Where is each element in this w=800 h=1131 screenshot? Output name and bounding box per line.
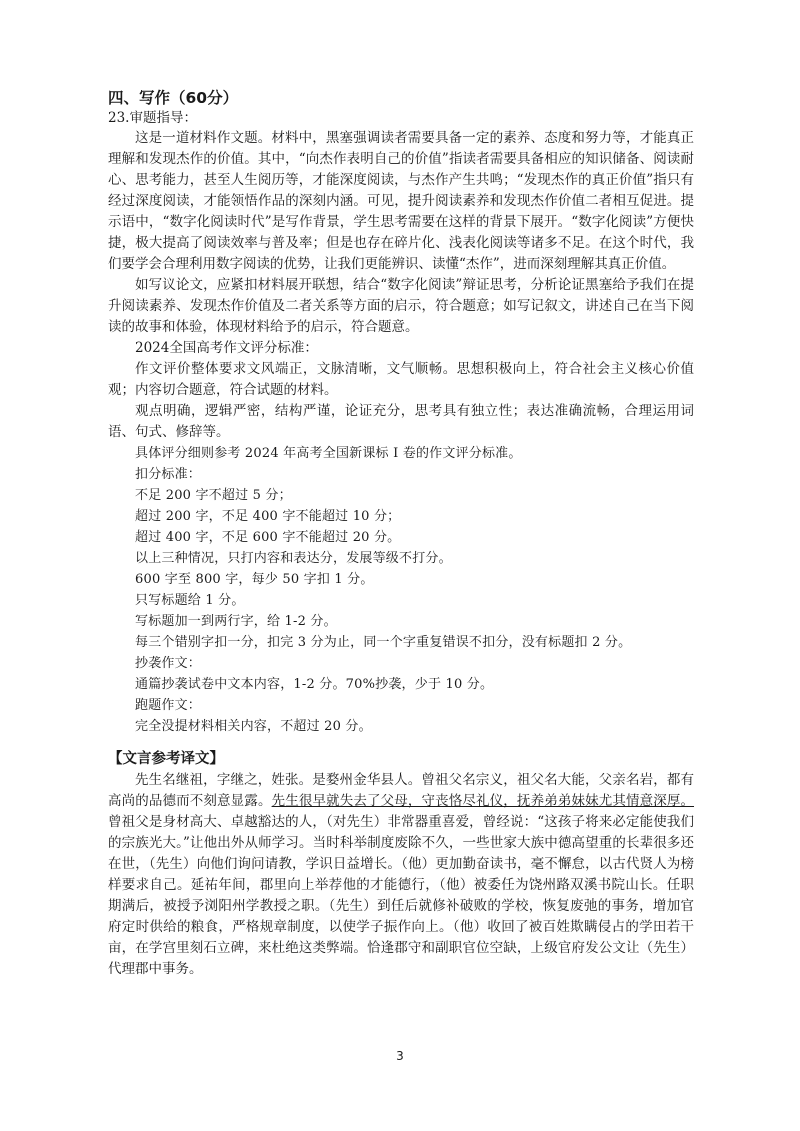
translation-text-part-3: 曾祖父是身材高大、卓越豁达的人，（对先生）非常器重喜爱，曾经说：“这孩子将来必定能使我们的宗族光大。”让他出外从师学习。当时科举制度废除不久，一些世家大族中德高望重的长辈很多还在世，（先生）向他们询问请教，学识日益增长。（他）更加勤奋读书，毫不懈怠，以古代贤人为榜样要求自己。延祐年间，郡里向上举荐他的才能德行，（他）被委任为饶州路双溪书院山长。任职期满后，被授予浏阳州学教授之职。（先生）到任后就修补破败的学校，恢复废弛的事务，增加官府定时供给的粮食，严格规章制度，以使学子振作向上。（他）收回了被百姓欺瞒侵占的学田若干亩，在学宫里刻石立碑，来杜绝这类弊端。恰逢郡守和副职官位空缺，上级官府发公文让（先生）代理郡中事务。: [108, 814, 694, 977]
scoring-rule: 超过 400 字，不足 600 字不能超过 20 分。: [135, 530, 401, 545]
scoring-rule: 完全没提材料相关内容，不超过 20 分。: [135, 719, 372, 734]
scoring-rule: 扣分标准：: [135, 467, 202, 482]
scoring-rule: 写标题加一到两行字，给 1-2 分。: [135, 614, 337, 629]
scoring-rules-list: [108, 443, 694, 737]
translation-text-part-1: 先生名继祖，字继之，姓张。是婺州金华县人。曾祖父名宗义，祖父名大能，父亲名岩，都有高尚的品德而不刻意显露。: [108, 772, 694, 809]
scoring-rule: 通篇抄袭试卷中文本内容，1-2 分。70%抄袭，少于 10 分。: [135, 677, 494, 692]
scoring-rule: 具体评分细则参考 2024 年高考全国新课标 Ⅰ 卷的作文评分标准。: [135, 446, 522, 461]
scoring-rule: 只写标题给 1 分。: [135, 593, 245, 608]
scoring-rule: 每三个错别字扣一分，扣完 3 分为止，同一个字重复错误不扣分，没有标题扣 2 分。: [135, 635, 632, 650]
standard-paragraph-1: 作文评价整体要求文风端正，文脉清晰，文气顺畅。思想积极向上，符合社会主义核心价值观；内容切合题意，符合试题的材料。: [108, 361, 694, 398]
scoring-rule: 超过 200 字，不足 400 字不能超过 10 分；: [135, 509, 401, 524]
standard-title: 2024全国高考作文评分标准：: [135, 340, 318, 356]
standard-paragraph-2: 观点明确，逻辑严密，结构严谨，论证充分，思考具有独立性；表达准确流畅，合理运用词语、句式、修辞等。: [108, 403, 694, 440]
scoring-rule: 不足 200 字不超过 5 分；: [135, 488, 292, 503]
scoring-rule: 以上三种情况，只打内容和表达分，发展等级不打分。: [135, 551, 452, 566]
document-page: [108, 88, 694, 980]
guidance-paragraph-1: 这是一道材料作文题。材料中，黑塞强调读者需要具备一定的素养、态度和努力等，才能真正理解和发现杰作的价值。其中，“向杰作表明自己的价值”指读者需要具备相应的知识储备、阅读耐心、思考能力，甚至人生阅历等，才能深度阅读，与杰作产生共鸣；“发现杰作的真正价值”指只有经过深度阅读，才能领悟作品的深刻内涵。可见，提升阅读素养和发现杰作价值二者相互促进。提示语中，“数字化阅读时代”是写作背景，学生思考需要在这样的背景下展开。“数字化阅读”方便快捷，极大提高了阅读效率与普及率；但是也存在碎片化、浅表化阅读等诸多不足。在这个时代，我们要学会合理利用数字阅读的优势，让我们更能辨识、读懂“杰作”，进而深刻理解其真正价值。: [108, 130, 694, 272]
guidance-paragraph-2: 如写议论文，应紧扣材料展开联想，结合“数字化阅读”辩证思考，分析论证黑塞给予我们在提升阅读素养、发现杰作价值及二者关系等方面的启示，符合题意；如写记叙文，讲述自己在当下阅读的故事和体验，体现材料给予的启示，符合题意。: [108, 277, 694, 335]
page-number: 3: [396, 1049, 404, 1063]
translation-underlined-sentence: 先生很早就失去了父母，守丧恪尽礼仪，抚养弟弟妹妹尤其情意深厚。: [271, 793, 695, 809]
section-spacer: [108, 737, 694, 748]
translation-title: 【文言参考译文】: [108, 751, 224, 767]
scoring-rule: 抄袭作文：: [135, 656, 202, 671]
scoring-rule: 600 字至 800 字，每少 50 字扣 1 分。: [135, 572, 374, 587]
section-title: 四、写作（60分）: [108, 89, 239, 107]
translation-paragraph: [108, 770, 694, 980]
question-label: 23.审题指导：: [108, 110, 197, 126]
scoring-rule: 跑题作文：: [135, 698, 202, 713]
